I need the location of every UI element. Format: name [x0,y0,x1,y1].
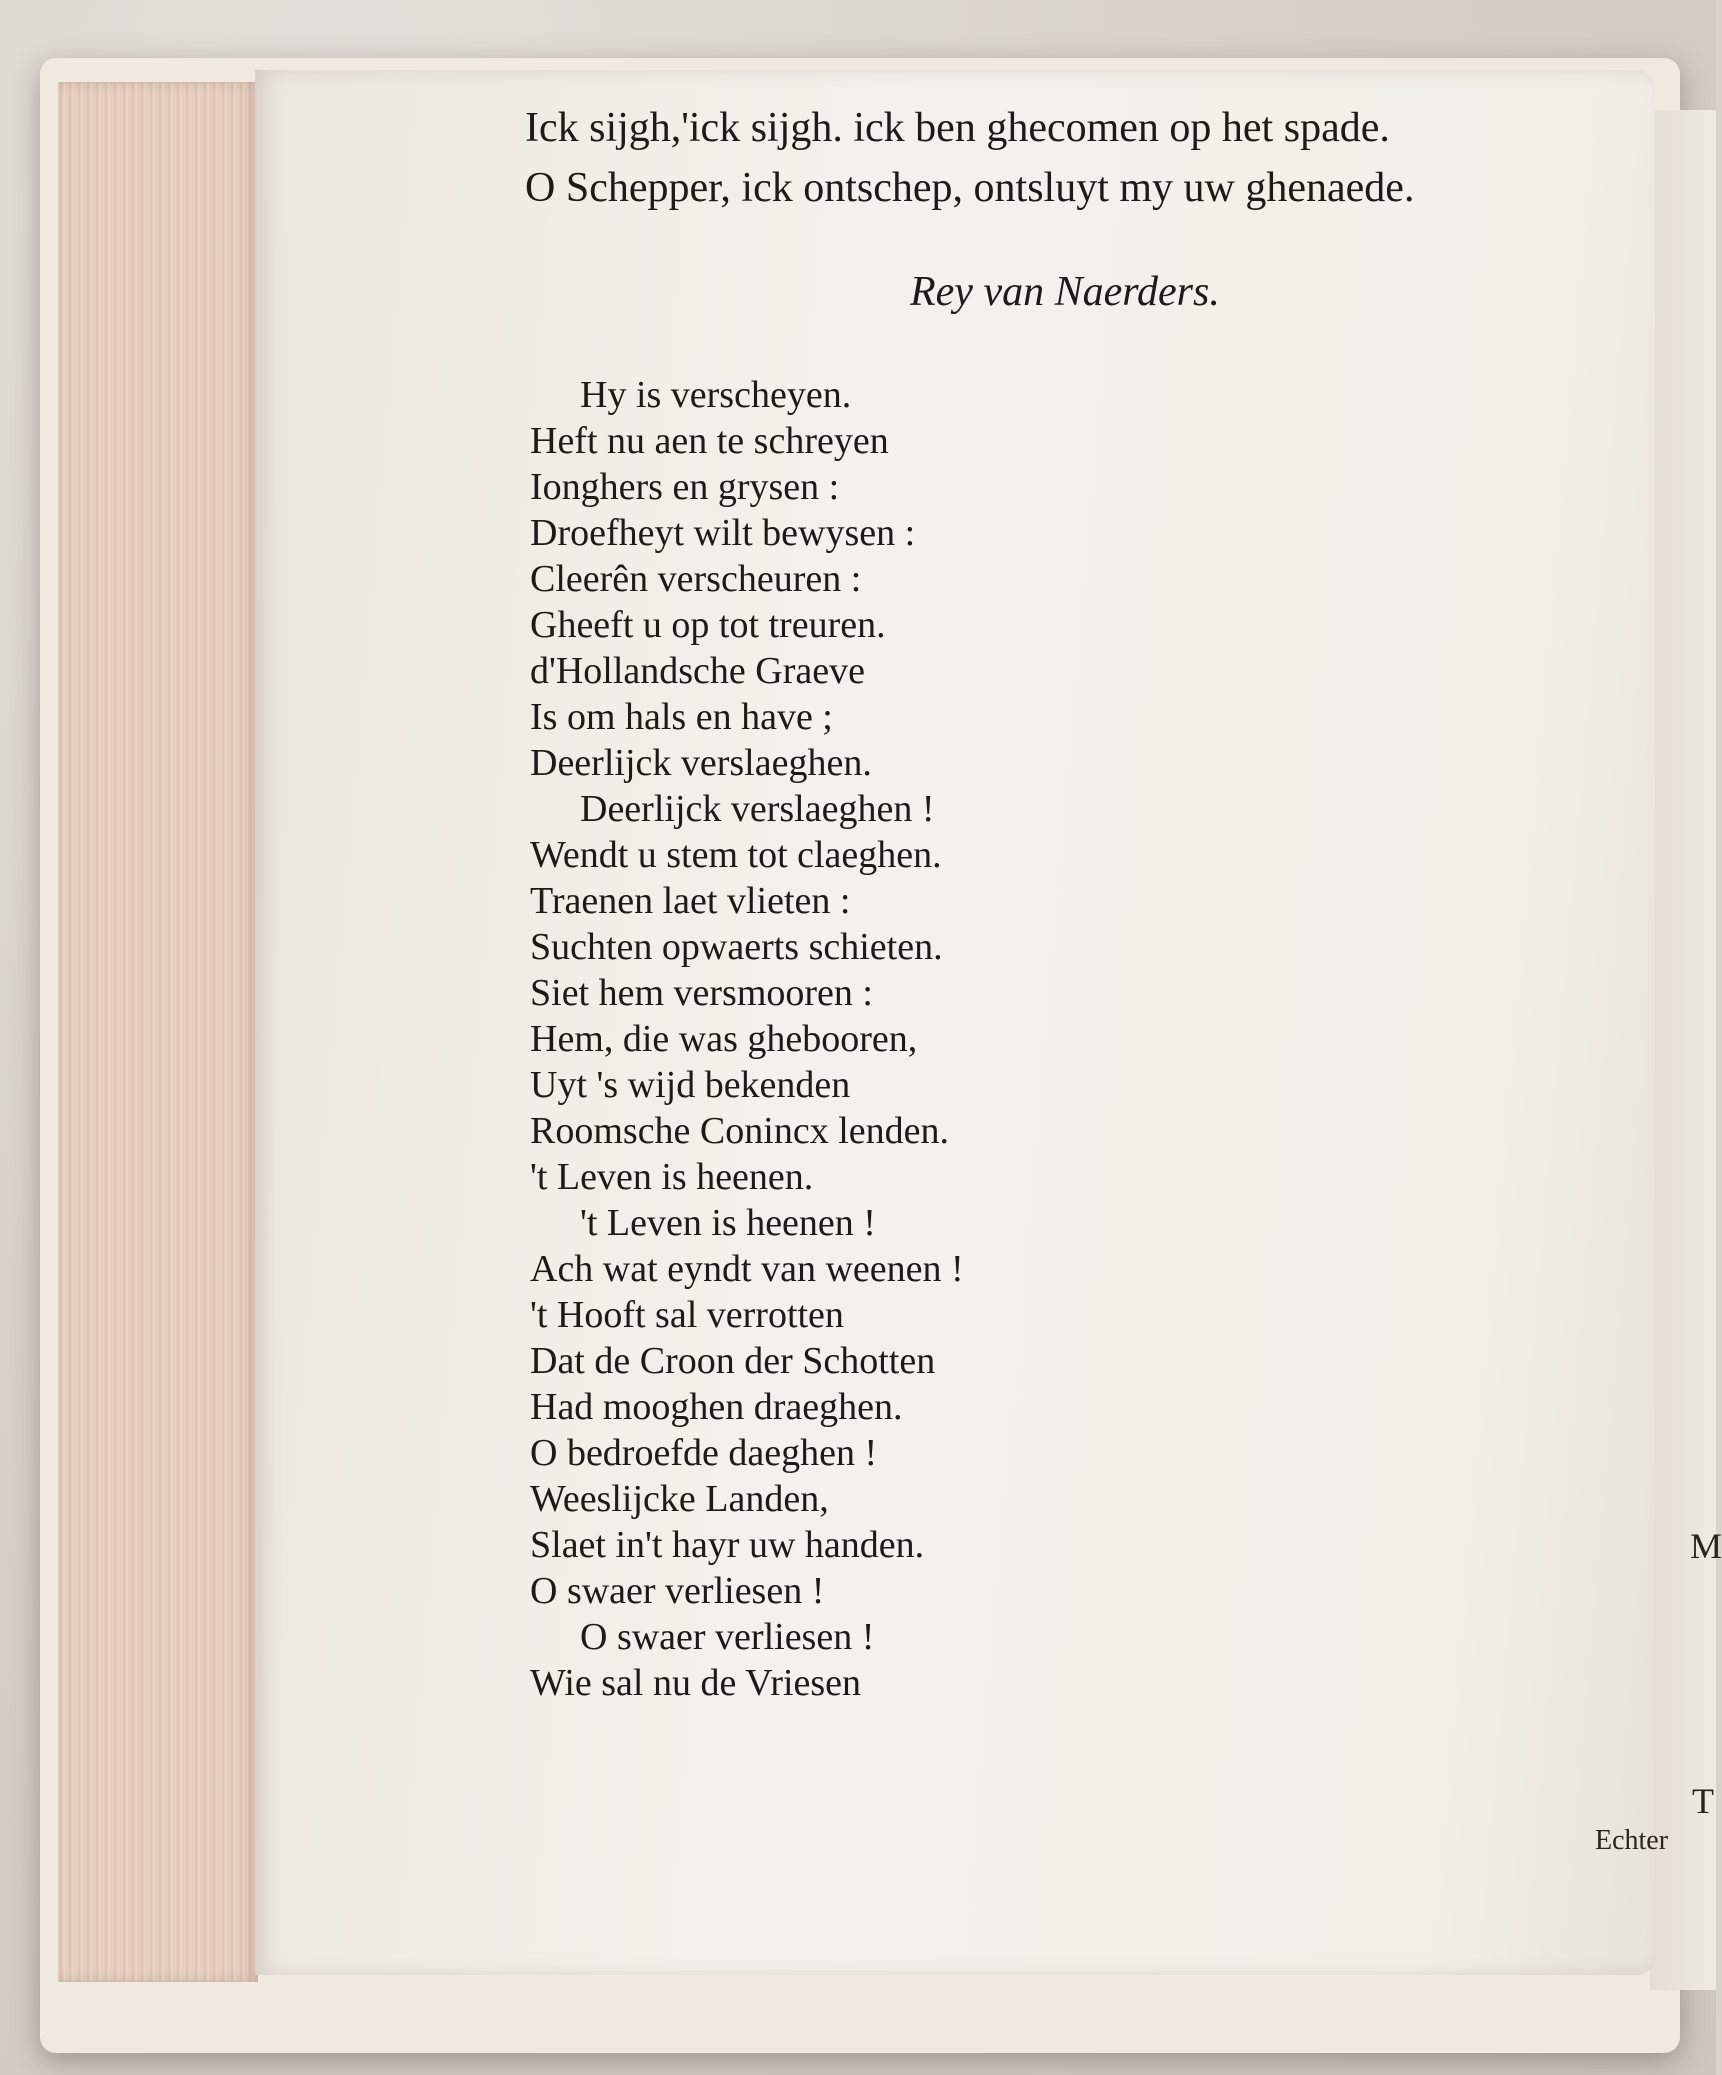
verse-line-16: Uyt 's wijd bekenden [530,1064,851,1106]
verse-line-15: Hem, die was ghebooren, [530,1018,918,1060]
verse-line-3: Ionghers en grysen : [530,466,840,508]
verse-line-13: Suchten opwaerts schieten. [530,926,943,968]
verse-line-25: Weeslijcke Landen, [530,1478,829,1520]
verse-line-29: Wie sal nu de Vriesen [530,1662,862,1704]
verse-line-26: Slaet in't hayr uw handen. [530,1524,925,1566]
verse-line-27: O swaer verliesen ! [530,1570,825,1612]
page-edges [58,82,258,1982]
next-page-letter-2: T [1692,1781,1714,1821]
verse-line-5: Cleerên verscheuren : [530,558,862,600]
verse-line-11: Wendt u stem tot claeghen. [530,834,942,876]
catchword: Echter [1595,1825,1669,1856]
verse-line-19: 't Leven is heenen ! [580,1202,876,1244]
verse-line-28: O swaer verliesen ! [580,1616,875,1658]
verse-line-6: Gheeft u op tot treuren. [530,604,886,646]
verse-line-21: 't Hooft sal verrotten [530,1294,844,1336]
verse-line-12: Traenen laet vlieten : [530,880,851,922]
verse-line-9: Deerlijck verslaeghen. [530,742,872,784]
verse-line-7: d'Hollandsche Graeve [530,650,865,692]
top-line-2: O Schepper, ick ontschep, ontsluyt my uw ghenaede. [525,165,1415,211]
verse-line-1: Hy is verscheyen. [580,374,852,416]
verse-line-8: Is om hals en have ; [530,696,833,738]
verse-line-4: Droefheyt wilt bewysen : [530,512,916,554]
verse-line-24: O bedroefde daeghen ! [530,1432,878,1474]
next-page-edge [1650,110,1716,1990]
book-page [255,70,1669,1975]
section-heading: Rey van Naerders. [910,269,1220,315]
verse-line-20: Ach wat eyndt van weenen ! [530,1248,964,1290]
verse-line-23: Had mooghen draeghen. [530,1386,903,1428]
verse-line-18: 't Leven is heenen. [530,1156,814,1198]
verse-line-17: Roomsche Conincx lenden. [530,1110,949,1152]
verse-line-10: Deerlijck verslaeghen ! [580,788,935,830]
verse-line-2: Heft nu aen te schreyen [530,420,889,462]
verse-line-14: Siet hem versmooren : [530,972,873,1014]
next-page-letter-1: M [1690,1526,1722,1566]
top-line-1: Ick sijgh,'ick sijgh. ick ben ghecomen op het spade. [525,105,1390,151]
verse-line-22: Dat de Croon der Schotten [530,1340,936,1382]
